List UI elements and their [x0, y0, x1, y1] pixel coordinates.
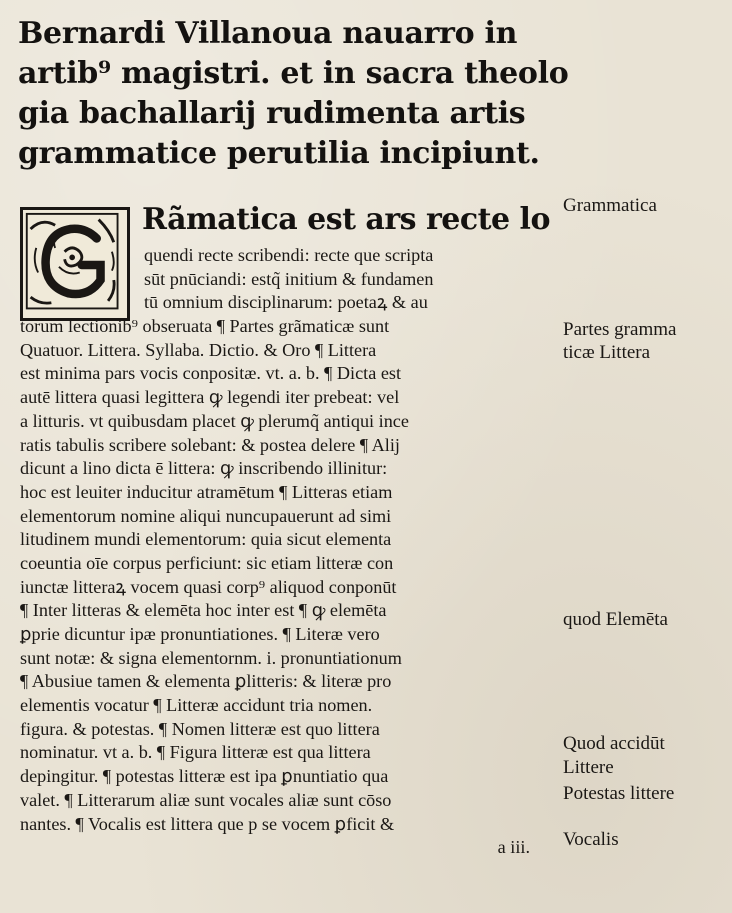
marginal-note-partes: Partes gramma — [563, 319, 677, 340]
text-line: ratis tabulis scribere solebant: & postea delere ¶ Alij — [20, 434, 400, 455]
text-line: dicunt a lino dicta ē littera: ꝙ inscribendo illinitur: — [20, 458, 388, 479]
text-line: hoc est leuiter inducitur atramētum ¶ Litteras etiam — [20, 481, 393, 502]
marginal-note-littere: Littere — [563, 757, 614, 778]
text-line: sūt pnūciandi: estq̃ initium & fundamen — [144, 268, 434, 289]
text-line: litudinem mundi elementorum: quia sicut elementa — [20, 529, 392, 550]
text-line: a litturis. vt quibusdam placet ꝙ plerumq̃ antiqui ince — [20, 410, 409, 431]
text-line: ꝑprie dicuntur ipæ pronuntiationes. ¶ Literæ vero — [20, 624, 380, 644]
text-line: valet. ¶ Litterarum aliæ sunt vocales aliæ sunt cōso — [20, 789, 392, 810]
incipit-title — [18, 14, 569, 174]
title-line: Bernardi Villanoua nauarro in — [18, 16, 518, 51]
title-line: grammatice perutilia incipiunt. — [18, 136, 540, 171]
text-line: nominatur. vt a. b. ¶ Figura litteræ est qua littera — [20, 742, 371, 763]
text-line: sunt notæ: & signa elementornm. i. pronuntiationum — [20, 647, 402, 668]
marginal-note-potestas: Potestas littere — [563, 783, 675, 804]
text-line: torum lectionib⁹ obseruata ¶ Partes grãmaticæ sunt — [20, 316, 390, 337]
text-line: autē littera quasi legittera ꝙ legendi iter prebeat: vel — [20, 387, 400, 408]
text-column — [20, 244, 540, 860]
text-line: ¶ Inter litteras & elemēta hoc inter est ¶ ꝙ elemēta — [20, 600, 387, 621]
title-line: gia bachallarij rudimenta artis — [18, 96, 526, 131]
text-line: elementorum nomine aliqui nuncupauerunt ad simi — [20, 505, 392, 526]
text-line: figura. & potestas. ¶ Nomen litteræ est quo littera — [20, 718, 380, 739]
text-line: depingitur. ¶ potestas litteræ est ipa ꝑnuntiatio qua — [20, 766, 389, 787]
marginal-note-vocalis: Vocalis — [563, 829, 619, 850]
text-line: ¶ Abusiue tamen & elementa ꝑlitteris: & literæ pro — [20, 671, 392, 692]
signature-mark: a iii. — [497, 837, 530, 858]
text-line: est minima pars vocis conpositæ. vt. a. b. ¶ Dicta est — [20, 363, 402, 384]
marginal-note-elementa: quod Elemēta — [563, 609, 668, 630]
text-line: tū omnium disciplinarum: poetaꝝ & au — [144, 292, 428, 313]
text-line: Quatuor. Littera. Syllaba. Dictio. & Oro ¶ Littera — [20, 339, 377, 360]
text-line: iunctæ litteraꝝ vocem quasi corp⁹ aliquod conponūt — [20, 576, 397, 597]
marginal-note-accidunt: Quod accidūt — [563, 733, 665, 754]
text-line: elementis vocatur ¶ Litteræ accidunt tria nomen. — [20, 695, 373, 716]
text-line: quendi recte scribendi: recte que scripta — [144, 245, 434, 265]
text-line: coeuntia oīe corpus perficiunt: sic etiam litteræ con — [20, 552, 394, 573]
opening-line: Rãmatica est ars recte lo — [142, 202, 550, 237]
text-line: nantes. ¶ Vocalis est littera que p se vocem ꝑficit & — [20, 813, 395, 834]
marginal-note-littera: ticæ Littera — [563, 342, 651, 363]
title-line: artib⁹ magistri. et in sacra theolo — [18, 56, 569, 91]
marginal-note-grammatica: Grammatica — [563, 195, 657, 216]
